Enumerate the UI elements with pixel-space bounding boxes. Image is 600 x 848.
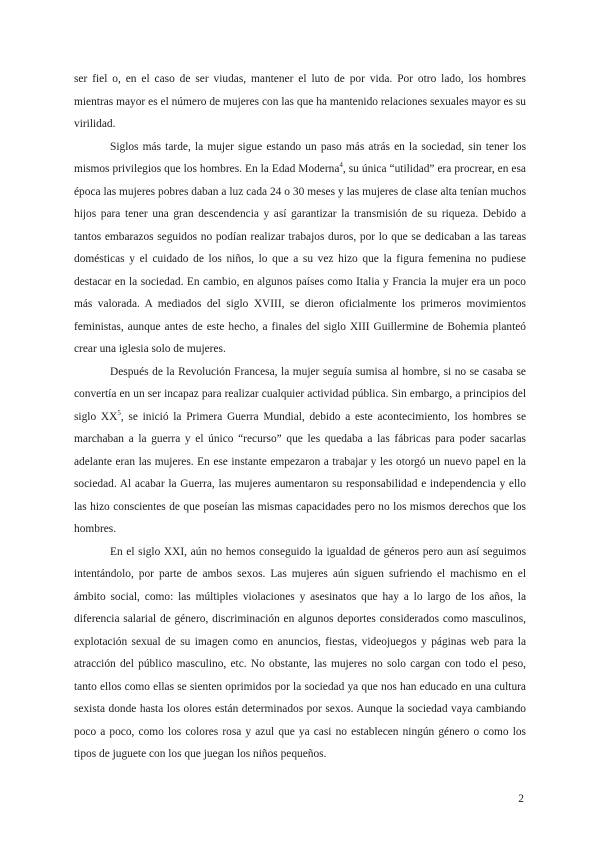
paragraph-text: En el siglo XXI, aún no hemos conseguido la igualdad de géneros pero aun así seguimos intentándolo, por parte de ambos sexos. Las mujeres aún siguen sufriendo el machismo en el ámbito social, como: las múltiples violaciones y asesinatos que hay a lo largo de los años, la diferencia salarial de género, discriminación en algunos deportes considerados como masculinos, explotación sexual de su imagen como en anuncios, fiestas, videojuegos y páginas web para la atracción del público masculino, etc. No obstante, las mujeres no solo cargan con todo el peso, tanto ellos como ellas se sienten oprimidos por la sociedad ya que nos han educado en una cultura sexista donde hasta los olores están determinados por sexos. Aunque la sociedad vaya cambiando poco a poco, como los colores rosa y azul que ya casi no establecen ningún género o como los tipos de juguete con los que juegan los niños pequeños. bbox=[74, 545, 526, 760]
paragraph-text: , su única “utilidad” era procrear, en esa época las mujeres pobres daban a luz cada 24 o 30 meses y las mujeres de clase alta tenían muchos hijos para tener una gran descendencia y así garantizar la transmisión de su riqueza. Debido a tantos embarazos seguidos no podían realizar trabajos duros, por lo que se dedicaban a las tareas domésticas y el cuidado de los niños, lo que a su vez hizo que la figura femenina no pudiese destacar en la sociedad. En cambio, en algunos países como Italia y Francia la mujer era un poco más valorada. A mediados del siglo XVIII, se dieron oficialmente los primeros movimientos feministas, aunque antes de este hecho, a finales del siglo XIII Guillermine de Bohemia planteó crear una iglesia solo de mujeres. bbox=[74, 163, 526, 355]
paragraph-text: , se inició la Primera Guerra Mundial, debido a este acontecimiento, los hombres se marchaban a la guerra y el único “recurso” que les quedaba a las fábricas para poder sacarlas adelante eran las mujeres. En ese instante empezaron a trabajar y les otorgó un nuevo papel en la sociedad. Al acabar la Guerra, las mujeres aumentaron su responsabilidad e independencia y ello las hizo conscientes de que poseían las mismas capacidades pero no los mismos derechos que los hombres. bbox=[74, 410, 527, 535]
paragraph bbox=[74, 136, 526, 361]
paragraph bbox=[74, 68, 526, 136]
paragraph bbox=[74, 541, 526, 766]
paragraph-text: Después de la Revolución Francesa, la mujer seguía sumisa al hombre, si no se casaba se convertía en un ser incapaz para realizar cualquier actividad pública. Sin embargo, a principios del siglo XX bbox=[74, 365, 526, 423]
paragraph-text: ser fiel o, en el caso de ser viudas, mantener el luto de por vida. Por otro lado, los hombres mientras mayor es el número de mujeres con las que ha mantenido relaciones sexuales mayor es su virilidad. bbox=[74, 73, 526, 130]
page-number: 2 bbox=[518, 793, 524, 805]
footnote-reference[interactable]: 5 bbox=[117, 408, 121, 417]
body-text bbox=[74, 68, 526, 766]
footnote-reference[interactable]: 4 bbox=[339, 161, 343, 170]
paragraph bbox=[74, 361, 526, 541]
paragraph-text: Siglos más tarde, la mujer sigue estando un paso más atrás en la sociedad, sin tener los mismos privilegios que los hombres. En la Edad Moderna bbox=[74, 140, 526, 175]
